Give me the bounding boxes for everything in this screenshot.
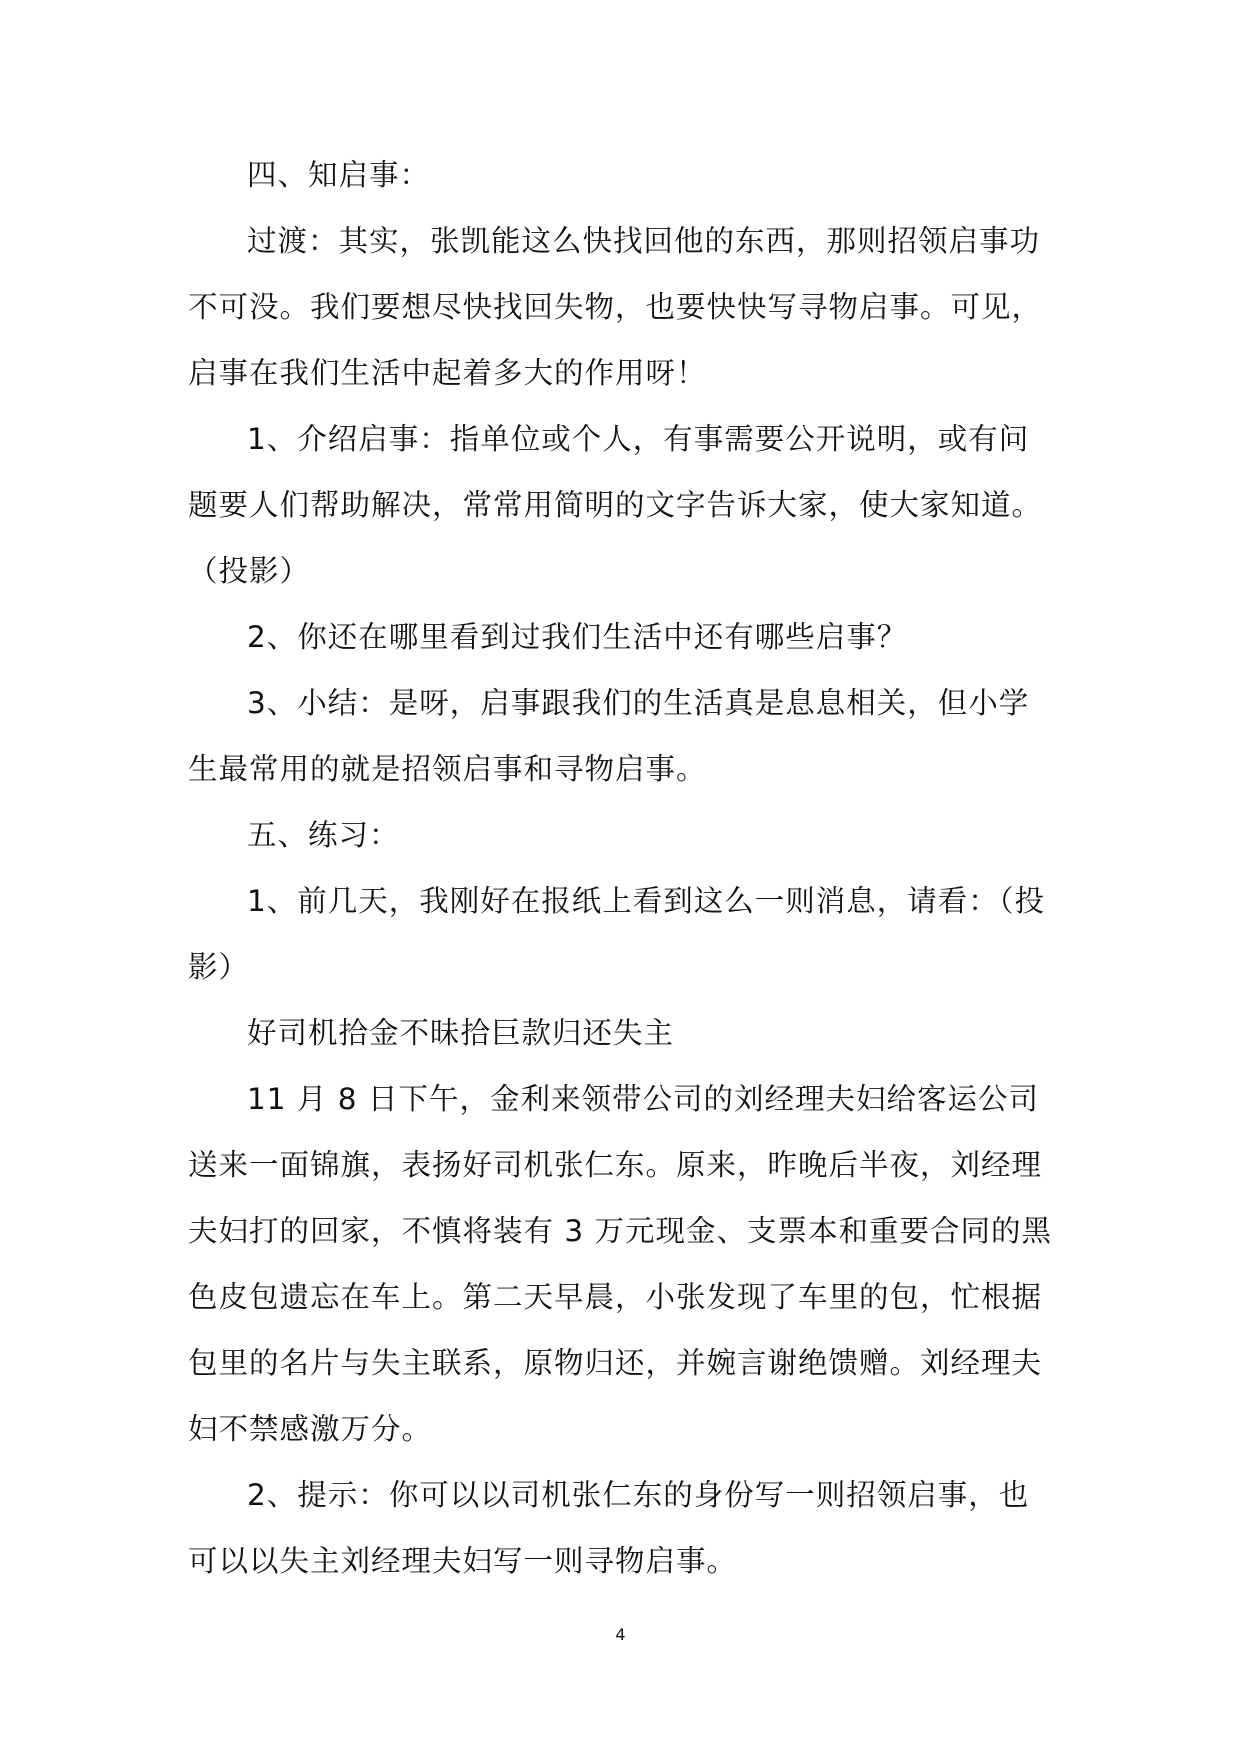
paragraph-item-1: 1、介绍启事：指单位或个人，有事需要公开说明，或有问题要人们帮助解决，常常用简明的文字告诉大家，使大家知道。（投影） [188, 422, 1043, 588]
paragraph-transition: 过渡：其实，张凯能这么快找回他的东西，那则招领启事功不可没。我们要想尽快找回失物，也要快快写寻物启事。可见，启事在我们生活中起着多大的作用呀！ [188, 224, 1043, 390]
news-headline: 好司机拾金不昧拾巨款归还失主 [247, 1016, 675, 1050]
section-heading-4: 四、知启事： [247, 158, 431, 192]
paragraph-item-2: 2、你还在哪里看到过我们生活中还有哪些启事？ [247, 620, 908, 654]
paragraph-item-3: 3、小结：是呀，启事跟我们的生活真是息息相关，但小学生最常用的就是招领启事和寻物启事。 [188, 686, 1030, 786]
paragraph-exercise-1: 1、前几天，我刚好在报纸上看到这么一则消息，请看：（投影） [188, 884, 1046, 984]
news-body: 11 月 8 日下午，金利来领带公司的刘经理夫妇给客运公司送来一面锦旗，表扬好司机张仁东。原来，昨晚后半夜，刘经理夫妇打的回家，不慎将装有 3 万元现金、支票本和重要合同的黑色皮包遗忘在车上。第二天早晨，小张发现了车里的包，忙根据包里的名片与失主联系，原物归还，并婉言谢绝馈赠。刘经理夫妇不禁感激万分。 [188, 1082, 1053, 1446]
section-heading-5: 五、练习： [247, 818, 400, 852]
body-text [188, 142, 1056, 1594]
page-number: 4 [615, 1625, 626, 1644]
paragraph-exercise-2: 2、提示：你可以以司机张仁东的身份写一则招领启事，也可以以失主刘经理夫妇写一则寻物启事。 [188, 1478, 1030, 1578]
